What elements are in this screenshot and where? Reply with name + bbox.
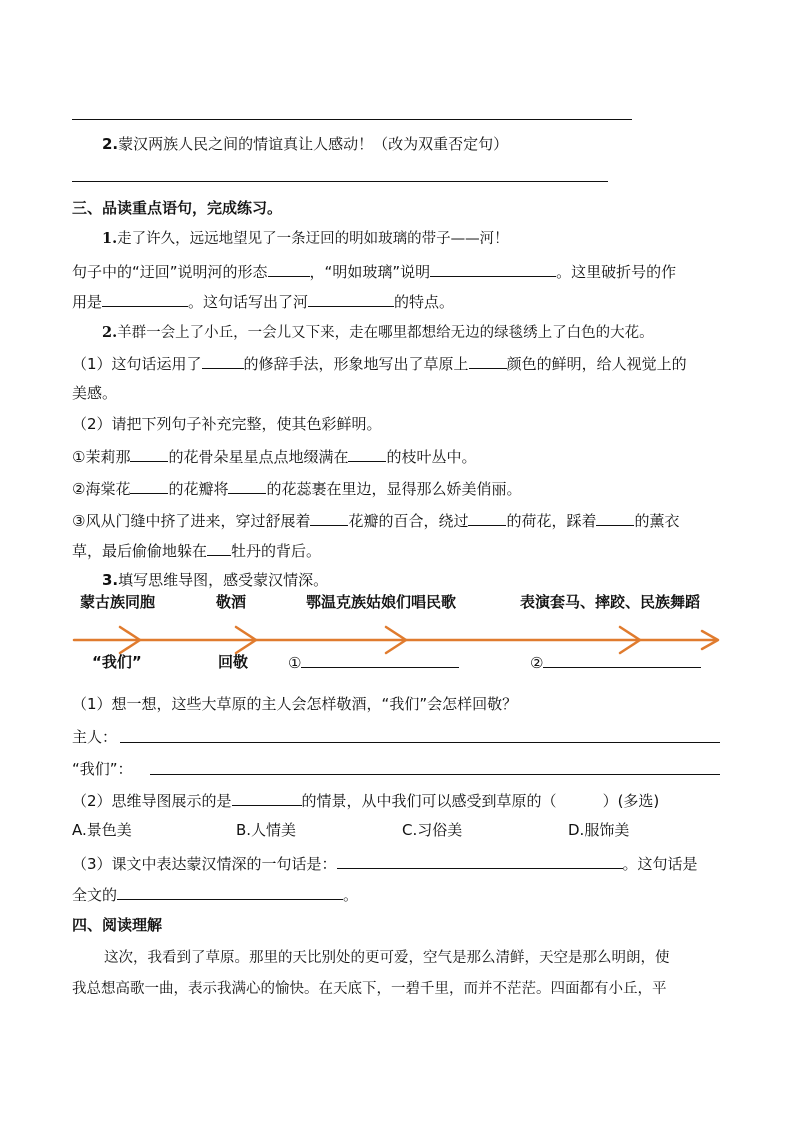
reading-line-1: 这次，我看到了草原。那里的天比别处的更可爱，空气是那么清鲜，天空是那么明朗，使: [104, 950, 670, 966]
answer-line[interactable]: [150, 774, 720, 775]
complete-sentence-1: ①茉莉那 的花骨朵星星点点地缀满在 的枝叶丛中。: [72, 445, 476, 467]
qa-question-2: （2）思维导图展示的是 的情景，从中我们可以感受到草原的（ ）(多选): [72, 789, 659, 811]
mindmap-top-2: 敬酒: [216, 593, 247, 611]
qa-we-label: “我们”：: [72, 760, 133, 778]
qa-question-3: （3）课文中表达蒙汉情深的一句话是： 。这句话是: [72, 852, 698, 874]
blank[interactable]: [301, 651, 459, 668]
qa-question-1: （1）想一想，这些大草原的主人会怎样敬酒，“我们”会怎样回敬？: [72, 695, 518, 713]
complete-sentence-3-cont: 草，最后偷偷地躲在 牡丹的背后。: [72, 539, 321, 561]
mindmap-blank-1: ①: [288, 651, 459, 673]
qa-host-label: 主人：: [72, 728, 118, 746]
answer-line[interactable]: [120, 742, 720, 743]
reading-line-2: 我总想高歌一曲，表示我满心的愉快。在天底下，一碧千里，而并不茫茫。四面都有小丘，平: [72, 981, 667, 997]
mindmap-top-4: 表演套马、摔跤、民族舞蹈: [520, 593, 701, 611]
mindmap-top-3: 鄂温克族姑娘们唱民歌: [306, 593, 457, 611]
section-title: 三、品读重点语句，完成练习。: [72, 199, 283, 217]
complete-sentence-2: ②海棠花 的花瓣将 的花蕊裹在里边，显得那么娇美俏丽。: [72, 477, 521, 499]
option-d[interactable]: D.服饰美: [568, 821, 630, 839]
option-c[interactable]: C.习俗美: [402, 821, 463, 839]
exercise-1-line-2: 用是 。这句话写出了河 的特点。: [72, 290, 454, 312]
blank[interactable]: [232, 789, 302, 806]
question-number: 2.: [102, 135, 119, 153]
mindmap-bottom-2: 回敬: [218, 653, 249, 671]
section-title: 四、阅读理解: [72, 916, 163, 934]
quote-1: 1.走了许久，远远地望见了一条迂回的明如玻璃的带子——河！: [102, 230, 509, 247]
option-a[interactable]: A.景色美: [72, 821, 132, 839]
mindmap-bottom-1: “我们”: [92, 653, 142, 671]
quote-2: 2.羊群一会上了小丘，一会儿又下来，走在哪里都想给无边的绿毯绣上了白色的大花。: [102, 324, 654, 341]
exercise-2-part-1: （1）这句话运用了 的修辞手法，形象地写出了草原上 颜色的鲜明，给人视觉上的: [72, 352, 687, 374]
blank[interactable]: [117, 883, 343, 900]
complete-sentence-3: ③风从门缝中挤了进来，穿过舒展着 花瓣的百合，绕过 的荷花，踩着 的薰衣: [72, 509, 680, 531]
option-b[interactable]: B.人情美: [236, 821, 297, 839]
mindmap-top-1: 蒙古族同胞: [80, 593, 156, 611]
question-text: 蒙汉两族人民之间的情谊真让人感动！（改为双重否定句）: [118, 135, 509, 153]
exercise-2-part-1-cont: 美感。: [72, 384, 118, 402]
blank[interactable]: [337, 852, 623, 869]
blank[interactable]: [543, 651, 701, 668]
exercise-3-title: 3.填写思维导图，感受蒙汉情深。: [102, 571, 329, 589]
qa-question-3-cont: 全文的 。: [72, 883, 358, 905]
mindmap-blank-2: ②: [530, 651, 701, 673]
exercise-1-line-1: 句子中的“迂回”说明河的形态 ，“明如玻璃”说明 。这里破折号的作: [72, 260, 676, 282]
exercise-2-part-2: （2）请把下列句子补充完整，使其色彩鲜明。: [72, 415, 382, 433]
